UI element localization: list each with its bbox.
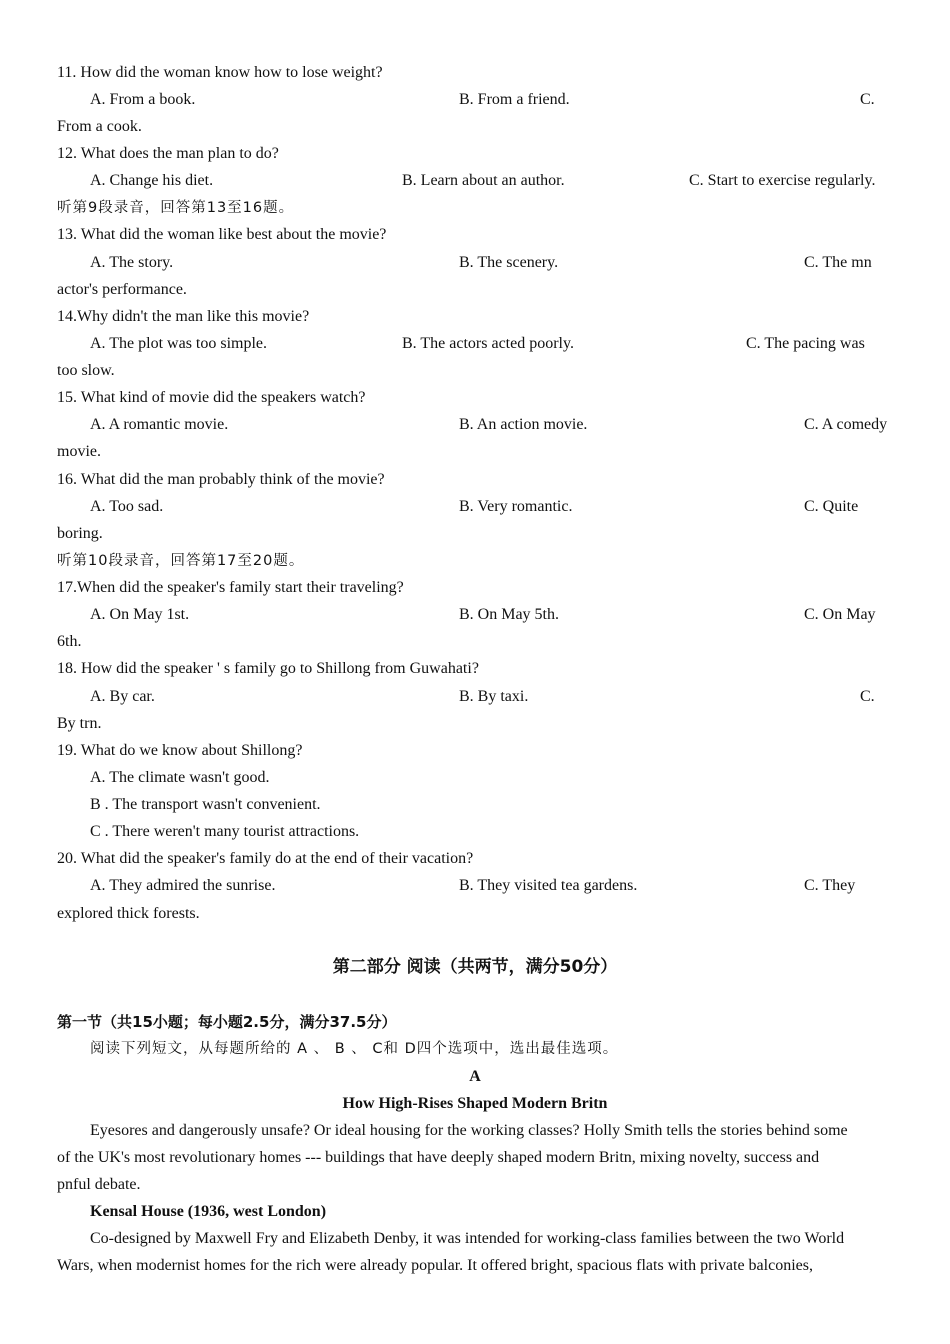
passage-subtitle: Kensal House (1936, west London) <box>90 1203 327 1220</box>
question-15-option-c-wrap: movie. <box>57 443 101 460</box>
question-14-option-a: A. The plot was too simple. <box>90 335 268 352</box>
passage-paragraph-1-line-3: pnful debate. <box>57 1176 141 1193</box>
question-19-option-a: A. The climate wasn't good. <box>90 769 270 786</box>
question-12-option-c: C. Start to exercise regularly. <box>689 172 876 189</box>
question-19-option-c: C . There weren't many tourist attractions. <box>90 823 360 840</box>
question-18-option-b: B. By taxi. <box>459 688 529 705</box>
question-20-option-a: A. They admired the sunrise. <box>90 877 276 894</box>
question-13-option-c: C. The mn <box>804 254 872 271</box>
segment-10-instruction: 听第10段录音，回答第17至20题。 <box>57 553 305 569</box>
question-13-option-b: B. The scenery. <box>459 254 559 271</box>
passage-paragraph-1-line-1: Eyesores and dangerously unsafe? Or ideal housing for the working classes? Holly Smith tells the stories behind some <box>90 1122 848 1139</box>
question-16-option-c-wrap: boring. <box>57 525 103 542</box>
question-20-stem: 20. What did the speaker's family do at the end of their vacation? <box>57 850 474 867</box>
section-1-heading: 第一节（共15小题；每小题2.5分，满分37.5分） <box>57 1013 397 1031</box>
question-16-option-a: A. Too sad. <box>90 498 164 515</box>
question-19-option-b: B . The transport wasn't convenient. <box>90 796 321 813</box>
question-19-stem: 19. What do we know about Shillong? <box>57 742 303 759</box>
question-13-option-c-wrap: actor's performance. <box>57 281 187 298</box>
question-15-option-c: C. A comedy <box>804 416 888 433</box>
question-16-option-c: C. Quite <box>804 498 859 515</box>
question-17-option-c-wrap: 6th. <box>57 633 82 650</box>
question-20-option-c: C. They <box>804 877 856 894</box>
question-20-option-b: B. They visited tea gardens. <box>459 877 638 894</box>
question-17-option-a: A. On May 1st. <box>90 606 190 623</box>
question-11-option-b: B. From a friend. <box>459 91 570 108</box>
question-14-option-c-wrap: too slow. <box>57 362 115 379</box>
question-15-stem: 15. What kind of movie did the speakers watch? <box>57 389 366 406</box>
question-13-stem: 13. What did the woman like best about the movie? <box>57 226 387 243</box>
question-14-option-c: C. The pacing was <box>746 335 865 352</box>
passage-paragraph-2-line-1: Co-designed by Maxwell Fry and Elizabeth Denby, it was intended for working-class families between the two World <box>90 1230 845 1247</box>
segment-9-instruction: 听第9段录音，回答第13至16题。 <box>57 200 295 216</box>
question-16-option-b: B. Very romantic. <box>459 498 573 515</box>
question-17-option-b: B. On May 5th. <box>459 606 559 623</box>
question-17-option-c: C. On May <box>804 606 876 623</box>
question-12-stem: 12. What does the man plan to do? <box>57 145 279 162</box>
question-11-option-c-wrap: From a cook. <box>57 118 142 135</box>
question-16-stem: 16. What did the man probably think of the movie? <box>57 471 385 488</box>
passage-title: How High-Rises Shaped Modern Britn <box>342 1095 608 1112</box>
question-17-stem: 17.When did the speaker's family start their traveling? <box>57 579 404 596</box>
question-14-option-b: B. The actors acted poorly. <box>402 335 574 352</box>
question-18-option-c-wrap: By trn. <box>57 715 102 732</box>
question-15-option-b: B. An action movie. <box>459 416 588 433</box>
question-18-option-a: A. By car. <box>90 688 155 705</box>
question-18-stem: 18. How did the speaker ' s family go to Shillong from Guwahati? <box>57 660 479 677</box>
question-11-option-c: C. <box>860 91 875 108</box>
passage-paragraph-2-line-2: Wars, when modernist homes for the rich were already popular. It offered bright, spacious flats with private balconies, <box>57 1257 813 1274</box>
question-20-option-c-wrap: explored thick forests. <box>57 905 200 922</box>
question-15-option-a: A. A romantic movie. <box>90 416 229 433</box>
passage-paragraph-1-line-2: of the UK's most revolutionary homes --- buildings that have deeply shaped modern Britn, mixing novelty, success and <box>57 1149 820 1166</box>
question-18-option-c: C. <box>860 688 875 705</box>
question-12-option-b: B. Learn about an author. <box>402 172 565 189</box>
reading-instruction: 阅读下列短文，从每题所给的 A 、 B 、 C和 D四个选项中，选出最佳选项。 <box>90 1041 619 1057</box>
question-11-stem: 11. How did the woman know how to lose weight? <box>57 64 383 81</box>
question-13-option-a: A. The story. <box>90 254 174 271</box>
part-2-heading: 第二部分 阅读（共两节，满分50分） <box>332 957 618 977</box>
question-12-option-a: A. Change his diet. <box>90 172 214 189</box>
question-14-stem: 14.Why didn't the man like this movie? <box>57 308 310 325</box>
passage-label: A <box>469 1068 481 1085</box>
question-11-option-a: A. From a book. <box>90 91 196 108</box>
